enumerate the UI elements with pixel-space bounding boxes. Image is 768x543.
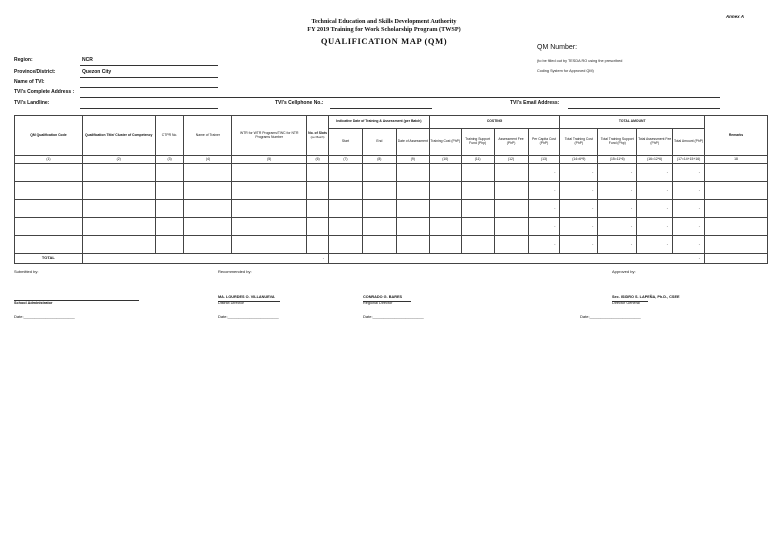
col-end: End: [362, 129, 396, 156]
total-training-cell: -: [560, 200, 598, 218]
date-field-school-admin[interactable]: Date:_______________________: [14, 314, 75, 319]
col-number: (8): [362, 156, 396, 164]
region-label: Region:: [14, 57, 33, 63]
table-row[interactable]: [15, 236, 768, 254]
region-underline: [80, 65, 218, 66]
per-capita-cell: -: [528, 200, 560, 218]
total-amount-cell: -: [673, 218, 705, 236]
tvi-name-label: Name of TVI:: [14, 79, 45, 85]
col-number: (14=6*9): [560, 156, 598, 164]
tvi-address-label: TVI's Complete Address :: [14, 89, 75, 95]
total-slots: -: [82, 254, 328, 264]
col-slots-label: No. of Slots: [308, 130, 327, 135]
total-training-cell: -: [560, 164, 598, 182]
col-trainer: Name of Trainer: [184, 116, 232, 156]
district-director-name: MA. LOURDES O. VILLANUEVA: [218, 295, 275, 299]
col-number: (16=12*6): [637, 156, 673, 164]
col-number: 18: [705, 156, 768, 164]
total-assessment-cell: -: [637, 236, 673, 254]
total-training-cell: -: [560, 236, 598, 254]
district-director-position: District Director: [218, 301, 244, 305]
col-number: (11): [461, 156, 494, 164]
per-capita-cell: -: [528, 218, 560, 236]
col-wtr: WTR for WTR Programs/TWC for NTR Programs Number: [232, 116, 307, 156]
director-general-name: Sec. ISIDRO S. LAPEÑA, Ph.D., CSEE: [612, 295, 680, 299]
col-number: (13): [528, 156, 560, 164]
col-total-amount: Total Amount (PhP): [673, 129, 705, 156]
col-remarks: Remarks: [705, 116, 768, 156]
col-total-training: Total Training Cost (PhP): [560, 129, 598, 156]
tvi-landline-label: TVI's Landline:: [14, 100, 50, 106]
total-row: [15, 254, 768, 264]
table-row[interactable]: [15, 218, 768, 236]
total-training-cell: -: [560, 182, 598, 200]
total-support-cell: -: [598, 236, 637, 254]
province-underline: [80, 77, 218, 78]
recommended-by-label: Recommended by:: [218, 269, 252, 274]
total-amount-cell: -: [673, 236, 705, 254]
col-number: (3): [155, 156, 184, 164]
total-label: TOTAL: [15, 254, 83, 264]
total-amount: -: [329, 254, 705, 264]
qm-number-label: QM Number:: [537, 44, 578, 51]
regional-director-name: CONRADO G. BARES: [363, 295, 403, 299]
table-row[interactable]: [15, 182, 768, 200]
col-number: (4): [184, 156, 232, 164]
group-costing: COSTING: [429, 116, 560, 129]
per-capita-cell: -: [528, 182, 560, 200]
col-qm-code: QM Qualification Code: [15, 116, 83, 156]
group-total-amount: TOTAL AMOUNT: [560, 116, 705, 129]
tvi-email-label: TVI's Email Address:: [510, 100, 560, 106]
program-title: FY 2019 Training for Work Scholarship Program (TWSP): [307, 26, 461, 33]
tvi-address-field[interactable]: [80, 97, 720, 98]
submitted-by-label: Submitted by:: [14, 269, 39, 274]
region-value[interactable]: NCR: [82, 57, 93, 63]
col-number: (10): [429, 156, 461, 164]
total-amount-cell: -: [673, 182, 705, 200]
per-capita-cell: -: [528, 164, 560, 182]
col-number: (5): [232, 156, 307, 164]
col-ctpr: CTPR No.: [155, 116, 184, 156]
tvi-email-field[interactable]: [568, 108, 720, 109]
col-assessment-date: Date of Assessment: [396, 129, 429, 156]
table-row[interactable]: [15, 200, 768, 218]
tvi-cellphone-field[interactable]: [330, 108, 432, 109]
col-total-assessment: Total Assessment Fee (PhP): [637, 129, 673, 156]
col-assessment-fee: Assessment Fee (PhP): [494, 129, 528, 156]
director-general-position: Director General: [612, 301, 640, 305]
total-support-cell: -: [598, 200, 637, 218]
col-training-cost: Training Cost (PhP): [429, 129, 461, 156]
col-start: Start: [329, 129, 363, 156]
col-per-capita: Per Capita Cost (PhP): [528, 129, 560, 156]
col-qualification: Qualification Title/ Cluster of Competency: [82, 116, 155, 156]
total-assessment-cell: -: [637, 218, 673, 236]
column-numbering-row: [15, 156, 768, 164]
date-field-director-general[interactable]: Date:_______________________: [580, 314, 641, 319]
col-number: (15=11*6): [598, 156, 637, 164]
total-support-cell: -: [598, 218, 637, 236]
tvi-cellphone-label: TVI's Cellphone No.:: [275, 100, 324, 106]
form-title: QUALIFICATION MAP (QM): [320, 36, 448, 46]
province-value[interactable]: Quezon City: [82, 69, 112, 75]
tvi-landline-field[interactable]: [80, 108, 218, 109]
tvi-name-field[interactable]: [80, 87, 218, 88]
col-support-fund: Training Support Fund (Php): [461, 129, 494, 156]
col-slots-note: (per Batch): [310, 134, 325, 139]
school-admin-position: School Administrator: [14, 301, 53, 305]
total-amount-cell: -: [673, 200, 705, 218]
col-number: (12): [494, 156, 528, 164]
total-support-cell: -: [598, 182, 637, 200]
col-number: (1): [15, 156, 83, 164]
col-slots: [307, 116, 329, 156]
regional-director-position: Regional Director: [363, 301, 393, 305]
col-number: (9): [396, 156, 429, 164]
agency-title: Technical Education and Skills Development Authority: [311, 18, 457, 25]
col-number: (7): [329, 156, 363, 164]
date-field-regional-director[interactable]: Date:_______________________: [363, 314, 424, 319]
group-dates: Indicative Date of Training & Assessment (per Batch): [329, 116, 430, 129]
province-label: Province/District:: [14, 69, 56, 75]
annex-label: Annex A: [725, 14, 744, 19]
total-training-cell: -: [560, 218, 598, 236]
table-row[interactable]: [15, 164, 768, 182]
col-number: (6): [307, 156, 329, 164]
total-assessment-cell: -: [637, 200, 673, 218]
total-amount-cell: -: [673, 164, 705, 182]
col-number: (2): [82, 156, 155, 164]
qualification-map-table: [14, 115, 768, 264]
date-field-district-director[interactable]: Date:_______________________: [218, 314, 279, 319]
qm-number-note-1: (to be filled out by TESDA RO using the prescribed: [537, 59, 623, 63]
per-capita-cell: -: [528, 236, 560, 254]
col-total-support: Total Training Support Fund (Php): [598, 129, 637, 156]
approved-by-label: Approved by:: [612, 269, 636, 274]
total-assessment-cell: -: [637, 182, 673, 200]
total-support-cell: -: [598, 164, 637, 182]
total-assessment-cell: -: [637, 164, 673, 182]
qm-number-note-2: Coding System for Approved QM): [537, 69, 594, 73]
col-number: (17=14+15+16): [673, 156, 705, 164]
